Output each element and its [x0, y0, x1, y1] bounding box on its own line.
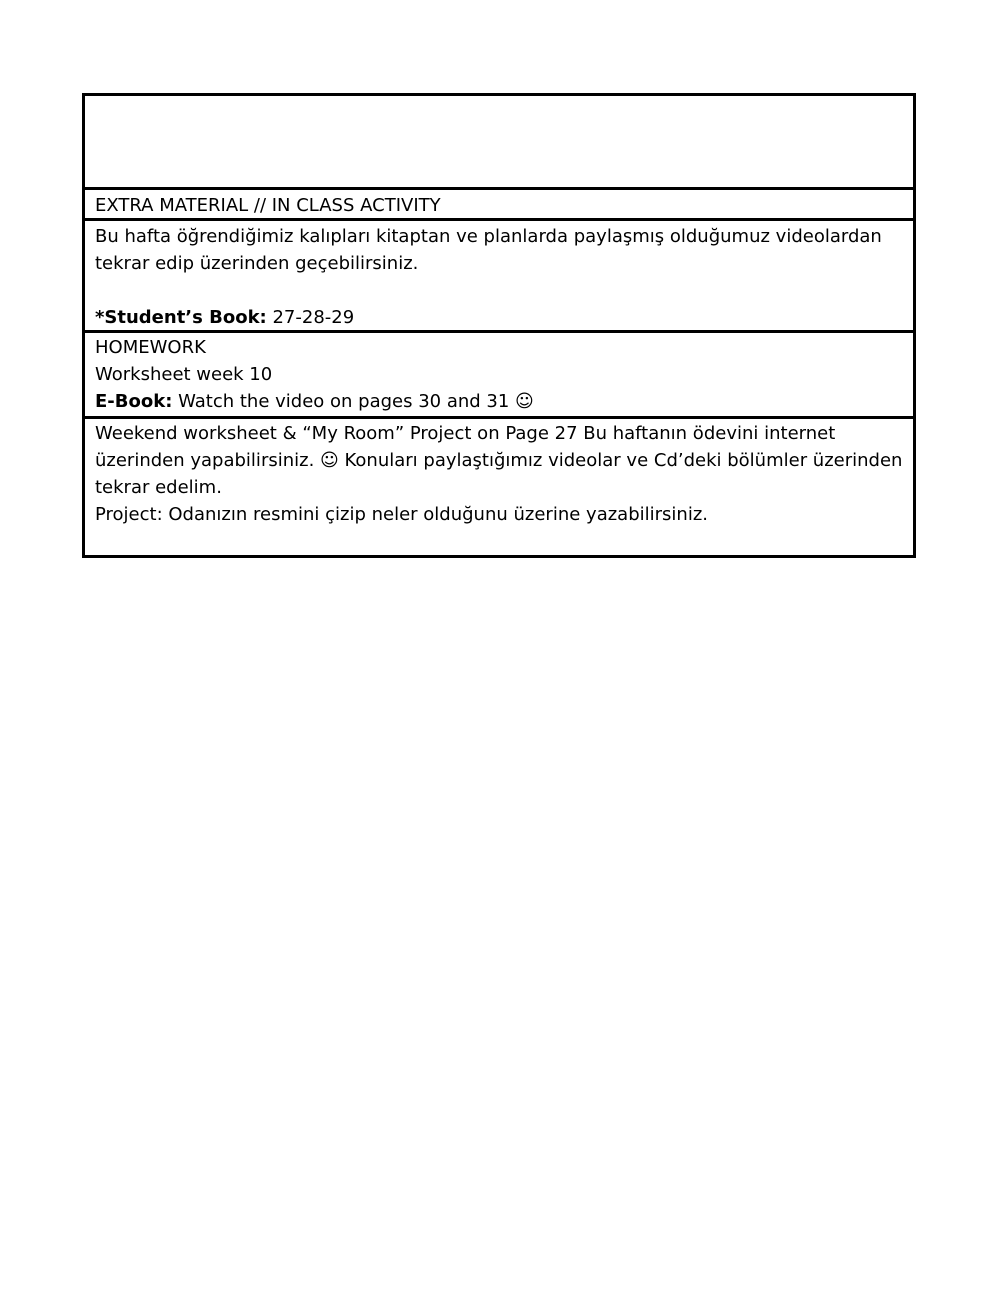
homework-cell	[85, 333, 913, 419]
lesson-plan-table	[82, 93, 916, 558]
extra-material-heading: EXTRA MATERIAL // IN CLASS ACTIVITY	[95, 195, 441, 216]
weekend-text-line-2: üzerinden yapabilirsiniz. ☺ Konuları paylaştığımız videolar ve Cd’deki bölümler üzerinden	[95, 450, 903, 471]
ebook-label: E-Book:	[95, 391, 173, 412]
worksheet-line: Worksheet week 10	[95, 364, 273, 385]
extra-material-text-line-2: tekrar edip üzerinden geçebilirsiniz.	[95, 253, 419, 274]
blank-line	[95, 277, 903, 304]
students-book-line	[95, 304, 903, 331]
students-book-label: *Student’s Book:	[95, 307, 267, 328]
weekend-text-line-3: tekrar edelim.	[95, 477, 222, 498]
extra-material-body-cell	[85, 221, 913, 333]
ebook-line	[95, 388, 903, 415]
project-text-line: Project: Odanızın resmini çizip neler olduğunu üzerine yazabilirsiniz.	[95, 504, 708, 525]
extra-material-text-line-1: Bu hafta öğrendiğimiz kalıpları kitaptan ve planlarda paylaşmış olduğumuz videolardan	[95, 226, 882, 247]
students-book-pages: 27-28-29	[266, 307, 355, 328]
weekend-text-line-1: Weekend worksheet & “My Room” Project on Page 27 Bu haftanın ödevini internet	[95, 423, 836, 444]
ebook-text: Watch the video on pages 30 and 31 ☺	[172, 391, 534, 412]
weekend-cell	[85, 419, 913, 555]
homework-heading: HOMEWORK	[95, 337, 206, 358]
empty-header-cell	[85, 96, 913, 190]
extra-material-heading-cell	[85, 190, 913, 221]
